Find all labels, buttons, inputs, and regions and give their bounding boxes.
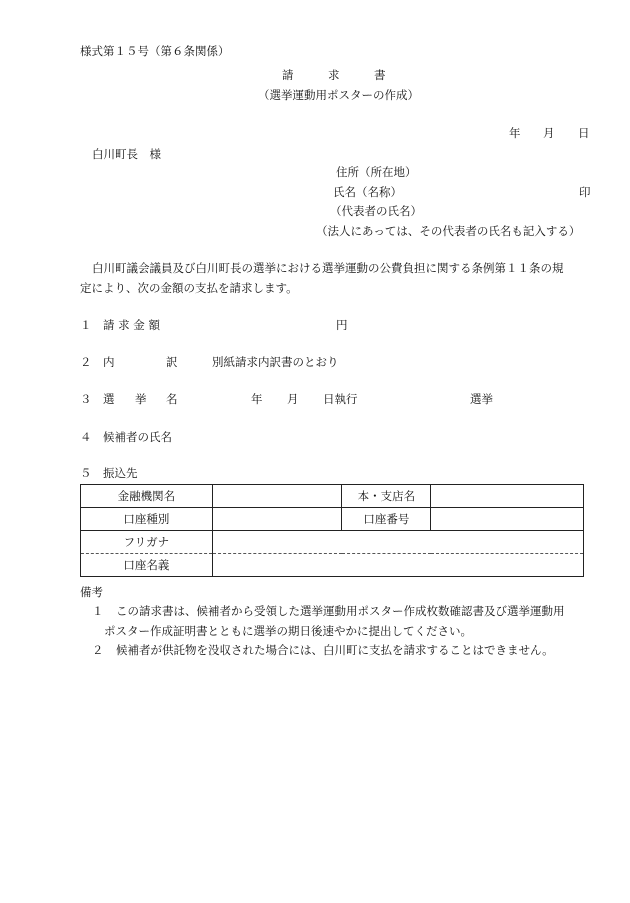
furigana-value-cell[interactable] xyxy=(212,531,583,554)
note2-text: 候補者が供託物を没収された場合には、白川町に支払を請求することはできません。 xyxy=(116,643,554,657)
institution-label: 金融機関名 xyxy=(81,485,213,508)
item1-label: 請 求 金 額 xyxy=(103,318,160,332)
table-row xyxy=(81,531,584,554)
branch-label: 本・支店名 xyxy=(342,485,431,508)
date-day: 日 xyxy=(578,126,590,140)
branch-value-cell[interactable] xyxy=(431,485,584,508)
item3-suffix: 選挙 xyxy=(470,392,493,406)
item4-number: ４ xyxy=(80,430,92,444)
table-row xyxy=(81,485,584,508)
date-year: 年 xyxy=(509,126,521,140)
item3-number: ３ xyxy=(80,392,92,406)
institution-value-cell[interactable] xyxy=(212,485,342,508)
item5-number: ５ xyxy=(80,466,92,480)
item2-label-a: 内 xyxy=(103,355,115,369)
bank-transfer-table xyxy=(80,484,584,577)
item3-year: 年 xyxy=(251,392,263,406)
item5-label: 振込先 xyxy=(103,466,138,480)
address-label: 住所（所在地） xyxy=(336,165,417,179)
item2-value: 別紙請求内訳書のとおり xyxy=(212,355,339,369)
document-title: 請 求 書 xyxy=(282,68,386,82)
account-type-value-cell[interactable] xyxy=(212,508,342,531)
account-number-label: 口座番号 xyxy=(342,508,431,531)
item3-label-c: 名 xyxy=(166,392,178,406)
table-row xyxy=(81,508,584,531)
furigana-label: フリガナ xyxy=(81,531,213,554)
seal-mark: 印 xyxy=(579,185,591,199)
note1-number: １ xyxy=(92,604,104,618)
representative-note: （法人にあっては、その代表者の氏名も記入する） xyxy=(316,224,581,238)
note1-line2: ポスター作成証明書とともに選挙の期日後速やかに提出してください。 xyxy=(104,624,472,638)
name-label: 氏名（名称） xyxy=(333,185,402,199)
document-subtitle: （選挙運動用ポスターの作成） xyxy=(258,88,419,102)
account-number-value-cell[interactable] xyxy=(431,508,584,531)
item2-label-b: 訳 xyxy=(166,355,178,369)
form-number: 様式第１５号（第６条関係） xyxy=(80,44,230,58)
account-holder-value-cell[interactable] xyxy=(212,554,583,577)
note2-number: ２ xyxy=(92,643,104,657)
notes-heading: 備考 xyxy=(80,585,103,599)
item1-unit: 円 xyxy=(336,318,348,332)
item3-label-b: 挙 xyxy=(135,392,147,406)
item2-number: ２ xyxy=(80,355,92,369)
item3-label-a: 選 xyxy=(103,392,115,406)
table-row xyxy=(81,554,584,577)
note1-line1: この請求書は、候補者から受領した選挙運動用ポスター作成枚数確認書及び選挙運動用 xyxy=(116,604,565,618)
account-holder-label: 口座名義 xyxy=(81,554,213,577)
body-text-line2: 定により、次の金額の支払を請求します。 xyxy=(80,281,298,295)
representative-label: （代表者の氏名） xyxy=(330,204,422,218)
item1-number: １ xyxy=(80,318,92,332)
date-month: 月 xyxy=(543,126,555,140)
item4-label: 候補者の氏名 xyxy=(103,430,172,444)
body-text-line1: 白川町議会議員及び白川町長の選挙における選挙運動の公費負担に関する条例第１１条の規 xyxy=(92,261,564,275)
item3-day: 日執行 xyxy=(323,392,358,406)
account-type-label: 口座種別 xyxy=(81,508,213,531)
item3-month: 月 xyxy=(287,392,299,406)
addressee: 白川町長 様 xyxy=(92,147,161,161)
